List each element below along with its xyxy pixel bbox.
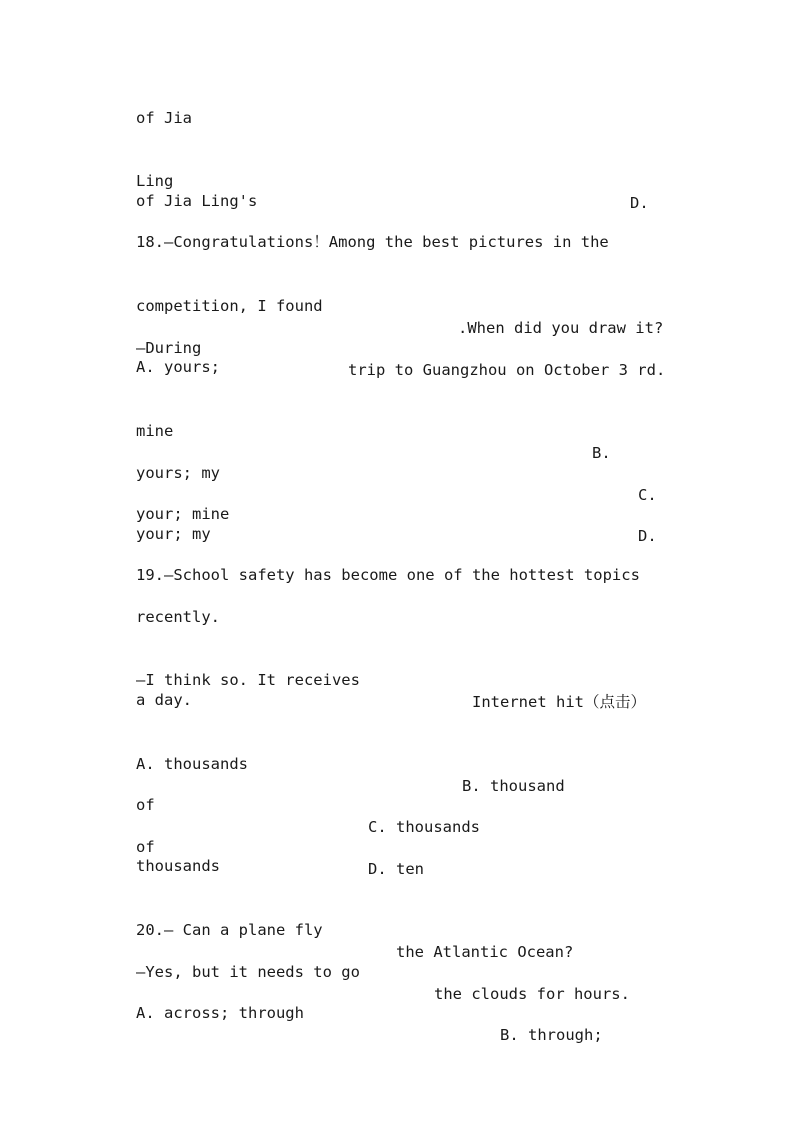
q18-stem-line-1: 18.—Congratulations！Among the best pictures in the — [136, 233, 609, 251]
q17-option-c-text-1: of Jia — [136, 109, 192, 127]
q19-option-c-cont: of — [136, 838, 155, 856]
q18-stem-3a: —During — [136, 339, 202, 357]
q18-option-d-text: your; my — [136, 525, 211, 543]
q20-stem-1a: 20.— Can a plane fly — [136, 921, 323, 939]
q19-option-c: C. thousands — [368, 818, 480, 836]
q20-stem-2b: the clouds for hours. — [434, 985, 630, 1003]
q20-stem-2a: —Yes, but it needs to go — [136, 963, 360, 981]
q19-stem-line-4: a day. — [136, 691, 192, 709]
q19-stem-3a: —I think so. It receives — [136, 671, 360, 689]
q18-option-a-text: mine — [136, 422, 174, 440]
q20-option-b: B. through; — [500, 1026, 603, 1044]
q20-option-a: A. across; through — [136, 1004, 304, 1022]
q20-options-row-1 — [136, 980, 658, 1046]
q20-stem-1b: the Atlantic Ocean? — [396, 943, 574, 961]
q17-option-d-text: of Jia Ling's — [136, 192, 258, 210]
q19-option-b-cont: of — [136, 796, 155, 814]
q18-stem-3b: trip to Guangzhou on October 3 rd. — [348, 361, 666, 379]
q19-stem-3b: Internet hit（点击） — [472, 693, 646, 711]
q19-option-d: D. ten — [368, 860, 424, 878]
q18-option-a: A. yours; — [136, 358, 220, 376]
q18-option-d-label: D. — [638, 527, 657, 545]
q19-option-b: B. thousand — [462, 777, 565, 795]
q19-option-a: A. thousands — [136, 755, 248, 773]
q18-option-c-text: your; mine — [136, 505, 230, 523]
q19-stem-line-2: recently. — [136, 608, 220, 626]
q19-stem-line-1: 19.—School safety has become one of the hottest topics — [136, 566, 640, 584]
q18-option-b-label: B. — [592, 444, 611, 462]
q18-stem-2a: competition, I found — [136, 297, 323, 315]
q17-option-c-text-2-left: Ling — [136, 172, 174, 190]
q19-option-d-cont: thousands — [136, 857, 220, 875]
q18-stem-2b: .When did you draw it? — [458, 319, 664, 337]
q18-option-c-label: C. — [638, 486, 657, 504]
q17-option-d-label: D. — [630, 194, 649, 212]
q18-option-b-text: yours; my — [136, 464, 220, 482]
